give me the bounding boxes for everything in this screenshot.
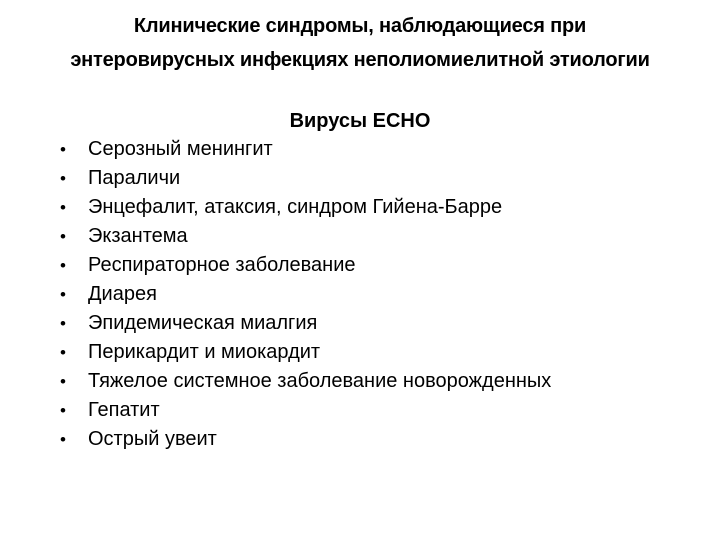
bullet-icon: •	[60, 169, 66, 188]
title-line-2: энтеровирусных инфекциях неполиомиелитной этиологии	[70, 49, 650, 71]
list-item-text: Острый увеит	[88, 428, 217, 450]
bullet-icon: •	[60, 198, 66, 217]
bullet-icon: •	[60, 227, 66, 246]
syndrome-list	[60, 135, 700, 454]
list-item-text: Диарея	[88, 283, 157, 305]
slide-title	[24, 9, 696, 77]
list-item-text: Эпидемическая миалгия	[88, 312, 318, 334]
bullet-icon: •	[60, 372, 66, 391]
list-item	[60, 164, 700, 193]
list-item-text: Респираторное заболевание	[88, 254, 356, 276]
list-item	[60, 251, 700, 280]
bullet-icon: •	[60, 343, 66, 362]
section-subtitle: Вирусы ЕСНО	[289, 110, 431, 132]
list-item	[60, 135, 700, 164]
list-item-text: Параличи	[88, 167, 181, 189]
list-item	[60, 222, 700, 251]
list-item	[60, 309, 700, 338]
list-item	[60, 280, 700, 309]
list-item	[60, 193, 700, 222]
list-item-text: Энцефалит, атаксия, синдром Гийена-Барре	[88, 196, 503, 218]
bullet-icon: •	[60, 285, 66, 304]
list-item-text: Тяжелое системное заболевание новорожденных	[88, 370, 552, 392]
bullet-icon: •	[60, 140, 66, 159]
list-item-text: Перикардит и миокардит	[88, 341, 321, 363]
list-item	[60, 338, 700, 367]
list-item-text: Экзантема	[88, 225, 188, 247]
list-item-text: Гепатит	[88, 399, 160, 421]
list-item	[60, 396, 700, 425]
list-item-text: Серозный менингит	[88, 138, 273, 160]
title-line-1: Клинические синдромы, наблюдающиеся при	[133, 15, 587, 37]
bullet-icon: •	[60, 314, 66, 333]
bullet-icon: •	[60, 430, 66, 449]
list-item	[60, 367, 700, 396]
bullet-icon: •	[60, 401, 66, 420]
list-item	[60, 425, 700, 454]
bullet-icon: •	[60, 256, 66, 275]
